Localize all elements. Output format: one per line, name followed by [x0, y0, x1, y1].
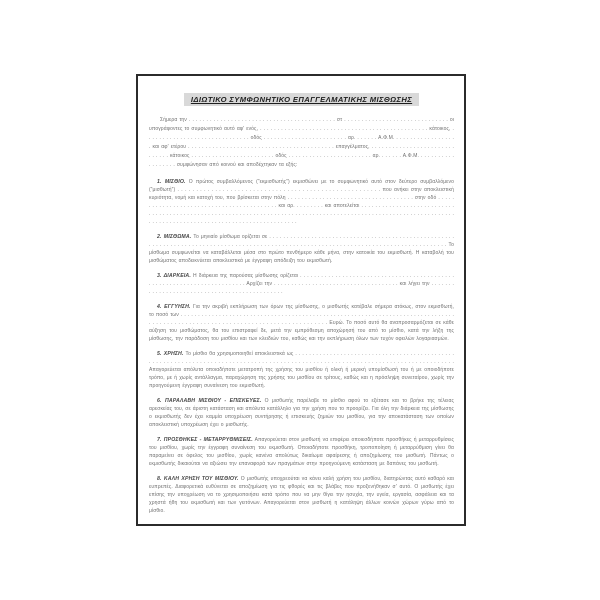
section-heading-3: 3. ΔΙΑΡΚΕΙΑ.	[157, 273, 191, 279]
section-text-1: Ο πρώτος συμβαλλόμενος (“εκμισθωτής”) εκμισθώνει με το συμφωνητικό αυτό στον δεύτερο συμβαλλόμενο (“μισθωτή”) . . . . . . . . . . . . . . . . . . . . . . . . . . . . . . . . . . . . . . . . . . . . . . . . . . . . . . που ανήκει στην αποκλειστική κυριότητα, νομή και κατοχή του, που βρίσκεται στην πόλη . . . . . . . . . . . . . . . . . . . . . . . . . . . . . . . . . . . . στην οδό . . . . . . . . . . . . . . . . . . . . . . . . . . . . . . . . . . . . . . . . . . και αρ. . . . . . . . . και αποτελείται . . . . . . . . . . . . . . . . . . . . . . . . . . . . . . . . . . . . . . . . . . . . . . . . . . . . . . . . . . . . . . . . . . . . . . . . . . . . . . . . . . . . . . . . . . . . . . . . . . . . . . . . . . . . . . . . . . . . . . . . . . . . . . . . . . . . . . . . . . . . . . . . . . . . . . . . . . . . . .	[149, 179, 454, 225]
section-paragraph-8	[149, 475, 454, 515]
section-text-3: Η διάρκεια της παρούσας μίσθωσης ορίζεται . . . . . . . . . . . . . . . . . . . . . . . . . . . . . . . . . . . . . . . . . . . . . . . . . . . . . . . . . . . . . . . . . . . . . . . . Αρχίζει την . . . . . . . . . . . . . . . . . . . . . . . . . . . . . . . . . . . . και λήγει την . . . . . . . . . . . . . . . . . . . . . . . . . . . . . . . . . . . . . . . . . . . . . .	[149, 273, 454, 295]
title-row	[149, 89, 454, 107]
section-heading-2: 2. ΜΙΣΘΩΜΑ.	[157, 234, 192, 240]
section-paragraph-2	[149, 233, 454, 265]
section-text-5: Το μίσθιο θα χρησιμοποιηθεί αποκλειστικά ως . . . . . . . . . . . . . . . . . . . . . . . . . . . . . . . . . . . . . . . . . . . . . . . . . . . . . . . . . . . . . . . . . . . . . . . . . . . . . . . . . . . . . . . . . . . . . . . . . . . . . . . . . . . . . . . . . . . . . . . . . . . . . . . . . . Απαγορεύεται απόλυτα οποιαδήποτε μετατροπή της χρήσης του μισθίου ή ολική ή μερική υπομίσθωσή του ή με οποιοδήποτε τρόπο, με ή χωρίς αντάλλαγμα, παραχώρηση της χρήσης του μισθίου σε τρίτους, καθώς και η πρόσληψη συνεταίρου, χωρίς την προηγούμενη έγγραφη συναίνεση του εκμισθωτή.	[149, 351, 454, 389]
section-heading-5: 5. ΧΡΗΣΗ.	[157, 351, 184, 357]
section-paragraph-4	[149, 303, 454, 343]
page-title: ΙΔΙΩΤΙΚΟ ΣΥΜΦΩΝΗΤΙΚΟ ΕΠΑΓΓΕΛΜΑΤΙΚΗΣ ΜΙΣΘΩΣΗΣ	[184, 93, 419, 106]
section-paragraph-6	[149, 397, 454, 429]
section-heading-1: 1. ΜΙΣΘΙΟ.	[157, 179, 186, 185]
section-heading-4: 4. ΕΓΓΥΗΣΗ.	[157, 304, 191, 310]
section-text-7: Απαγορεύεται στον μισθωτή να επιφέρει οποιεσδήποτε προσθήκες ή μεταρρυθμίσεις του μισθίου, χωρίς την έγγραφη συναίνεση του εκμισθωτή. Οποιαδήποτε προσθήκη, τροποποίηση ή μεταρρύθμιση γίνει θα παραμείνει σε όφελος του μισθίου, χωρίς κανένα απολύτως δικαίωμα αφαίρεσης ή αποζημίωσης του μισθωτή. Πάντως ο εκμισθωτής δικαιούται να αξιώσει την επαναφορά των πραγμάτων στην προηγούμενη κατάσταση με δαπάνες του μισθωτή.	[149, 437, 454, 467]
section-text-2: Το μηνιαίο μίσθωμα ορίζεται σε . . . . . . . . . . . . . . . . . . . . . . . . . . . . . . . . . . . . . . . . . . . . . . . . . . . . . . . . . . . . . . . . . . . . . . . . . . . . . . . . . . . . . . . . . . . . . . . . . . . . . . . . . . . . . . . . . . . . . . . . . . . . . . . . . . . . . . . . Το μίσθωμα συμφωνείται να καταβάλλεται μέσα στο πρώτο πενθήμερο κάθε μήνα, στην κατοικία του εκμισθωτή. Η καταβολή του μισθώματος αποδεικνύεται αποκλειστικά με έγγραφη απόδειξη του εκμισθωτή.	[149, 234, 455, 264]
section-paragraph-5	[149, 350, 454, 390]
section-heading-7: 7. ΠΡΟΣΘΗΚΕΣ - ΜΕΤΑΡΡΥΘΜΙΣΕΙΣ.	[157, 437, 253, 443]
section-paragraph-3	[149, 272, 454, 296]
section-text-4: Για την ακριβή εκπλήρωση των όρων της μίσθωσης, ο μισθωτής κατέβαλε σήμερα ατόκως, στον εκμισθωτή, το ποσό των . . . . . . . . . . . . . . . . . . . . . . . . . . . . . . . . . . . . . . . . . . . . . . . . . . . . . . . . . . . . . . . . . . . . . . . . . . . . . . . . . . . . . . . . . . . . . . . . . . . . . . . . . . . . . . . . . . . . . . . . . . . . . . . . Ευρώ. Το ποσό αυτό θα αναπροσαρμόζεται σε κάθε αύξηση του μισθώματος, θα του επιστραφεί δε, μετά την εμπρόθεσμη αποχώρησή του από το μίσθιο, κατά την λήξη της μίσθωσης, την παράδοση του μισθίου και των κλειδιών του, καθώς και την εκπλήρωση όλων των τυχόν οφειλών λογαριασμών.	[149, 304, 454, 342]
document-page	[136, 74, 466, 526]
section-text-8: Ο μισθωτής υποχρεούται να κάνει καλή χρήση του μισθίου, διατηρώντας αυτό καθαρό και ευπρεπές. Διαφορετικά ευθύνεται σε αποζημίωση για τις φθορές και τις βλάβες που προξενήθηκαν σ' αυτό. Ο μισθωτής έχει επίσης την υποχρέωση να το χρησιμοποιήσει κατά τρόπο που να μην θίγει την ησυχία, την υγεία, εργασία, ασφάλεια και τα χρηστά ήθη του εκμισθωτή και των γειτόνων. Απαγορεύεται στον μισθωτή η κατάληψη άλλων κοινών χώρων γύρω από το μίσθιο.	[149, 476, 454, 514]
section-paragraph-7	[149, 436, 454, 468]
intro-paragraph: Σήμερα την . . . . . . . . . . . . . . . . . . . . . . . . . . . . . . . . . . . . . . . . . . στ . . . . . . . . . . . . . . . . . . . . . . . . . . . . . . οι υπογράφοντες το συμφωνητικό αυτό αφ' ενός, . . . . . . . . . . . . . . . . . . . . . . . . . . . . . . . . . . . . . . . . . . . . . . . . κάτοικος, . . . . . . . . . . . . . . . . . . . . . . . . . . . . . . οδός . . . . . . . . . . . . . . . . . . . . . . . . αρ. . . . . . . Α.Φ.Μ. . . . . . . . . . . . . . . . . . . και αφ' ετέρου . . . . . . . . . . . . . . . . . . . . . . . . . . . . . . . . . . . . . . . . . . επαγγέλματος, . . . . . . . . . . . . . . . . . . . . . . . . . . . . . . κάτοικος . . . . . . . . . . . . . . . . . . . . . . . . οδός . . . . . . . . . . . . . . . . . . . . . . . . αρ. . . . . . . Α.Φ.Μ. . . . . . . . . . . . . . . . . . . συμφώνησαν από κοινού και αποδέχτηκαν τα εξής:	[149, 117, 454, 168]
section-paragraph-1	[149, 178, 454, 226]
section-heading-6: 6. ΠΑΡΑΛΑΒΗ ΜΙΣΘΙΟΥ - ΕΠΙΣΚΕΥΕΣ.	[157, 398, 262, 404]
section-heading-8: 8. ΚΑΛΗ ΧΡΗΣΗ ΤΟΥ ΜΙΣΘΙΟΥ.	[157, 476, 239, 482]
section-text-6: Ο μισθωτής παρέλαβε το μίσθιο αφού το εξέτασε και το βρήκε της τέλειας αρεσκείας του, σε άριστη κατάσταση και απόλυτα κατάλληλο για την χρήση που το προορίζει. Για όλη την διάρκεια της μίσθωσης ο εκμισθωτής δεν έχει καμμία υποχρέωση συντήρησης ή επισκευής ζημιών του μισθίου, για την αποκατάσταση των οποίων αποκλειστική υποχρέωση έχει ο μισθωτής.	[149, 398, 454, 428]
